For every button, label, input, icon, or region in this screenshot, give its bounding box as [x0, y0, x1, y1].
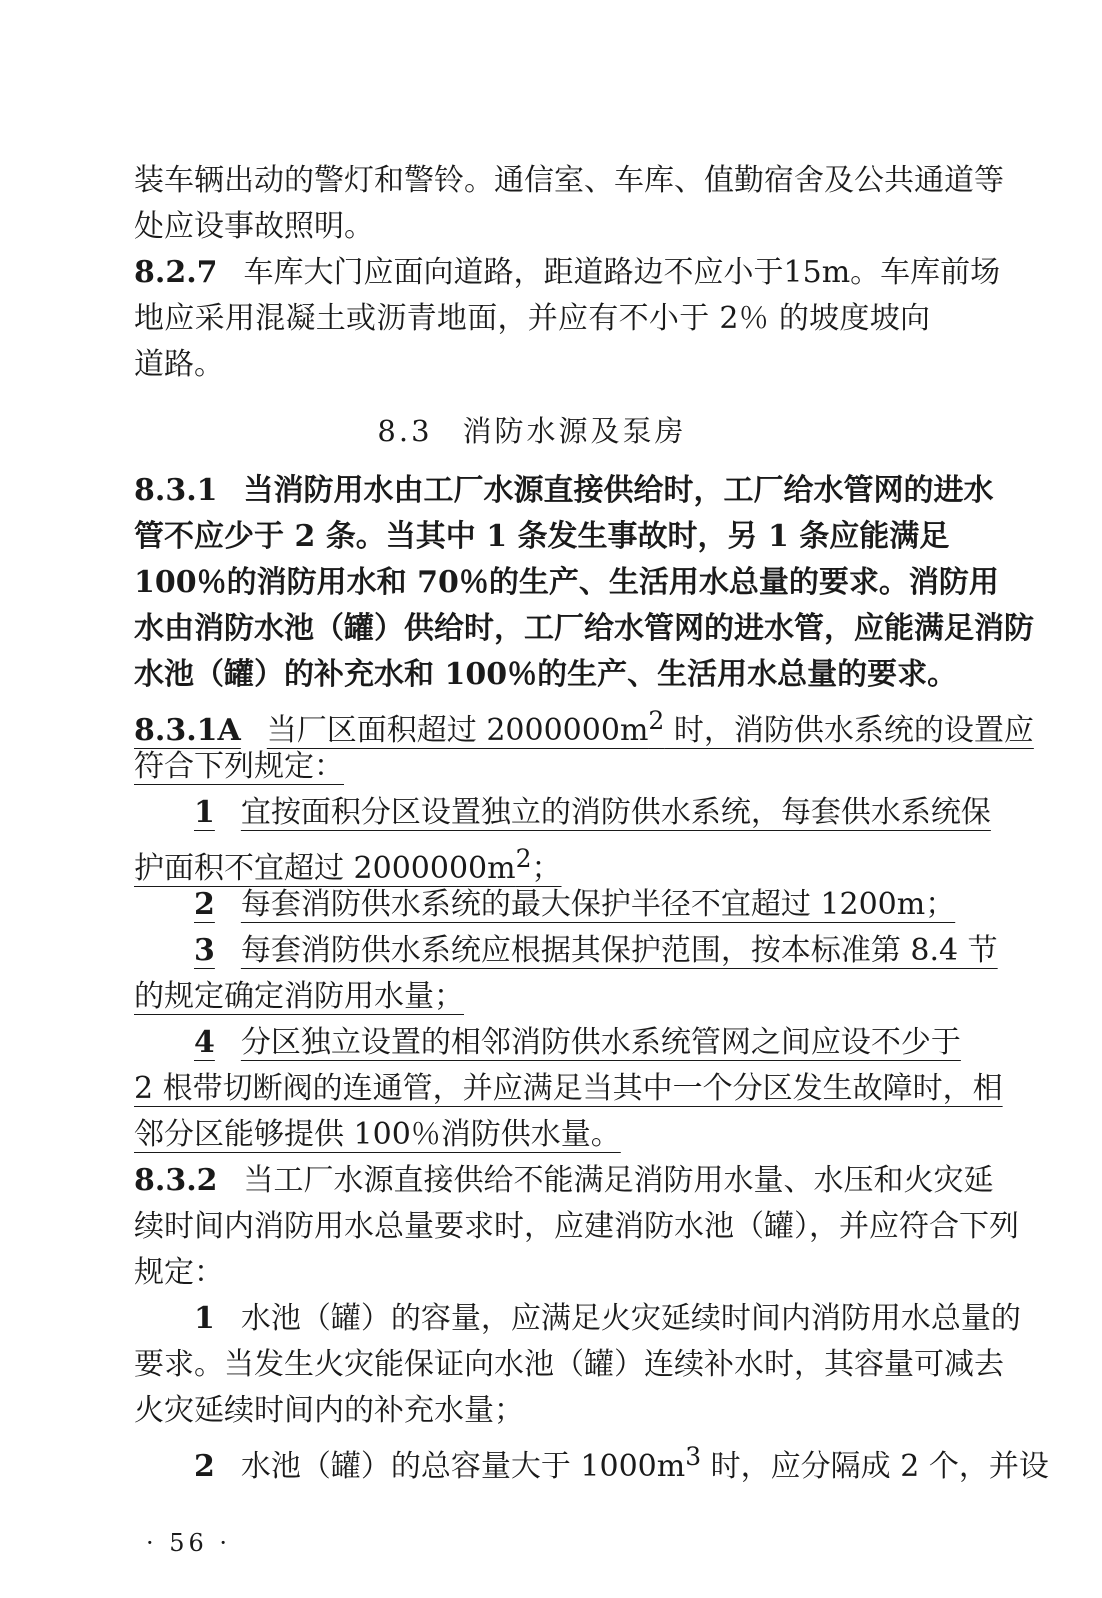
text-line: 100％的消防用水和 70％的生产、生活用水总量的要求。消防用	[134, 565, 999, 600]
page-number: · 56 ·	[146, 1529, 232, 1557]
item-number: 4	[194, 1025, 215, 1060]
superscript: 2	[515, 844, 532, 873]
text-fragment: 时，消防供水系统的设置应	[664, 713, 1034, 748]
superscript: 3	[685, 1442, 702, 1471]
list-item	[134, 1020, 961, 1066]
text-line: 处应设事故照明。	[134, 209, 374, 244]
list-item	[134, 790, 991, 836]
text-line: 规定：	[134, 1255, 224, 1290]
text-line: 宜按面积分区设置独立的消防供水系统，每套供水系统保	[240, 795, 991, 830]
item-number: 3	[194, 933, 215, 968]
text-line: 车库大门应面向道路，距道路边不应小于15m。车库前场	[243, 255, 1001, 290]
document-page	[134, 158, 1049, 1484]
list-item	[134, 882, 956, 928]
text-line: 装车辆出动的警灯和警铃。通信室、车库、值勤宿舍及公共通道等	[134, 163, 1004, 198]
text-line: 2 根带切断阀的连通管，并应满足当其中一个分区发生故障时，相	[134, 1071, 1003, 1106]
text-fragment: ；	[531, 851, 562, 886]
clause-number: 8.3.2	[134, 1163, 218, 1198]
text-line: 地应采用混凝土或沥青地面，并应有不小于 2％ 的坡度坡向	[134, 301, 930, 336]
item-number: 1	[194, 795, 215, 830]
text-line: 续时间内消防用水总量要求时，应建消防水池（罐），并应符合下列	[134, 1209, 1019, 1244]
clause-8-3-1a	[134, 698, 1034, 748]
text-fragment: 水池（罐）的总容量大于 1000m	[240, 1449, 686, 1484]
text-line: 邻分区能够提供 100％消防供水量。	[134, 1117, 621, 1152]
text-line: 的规定确定消防用水量；	[134, 979, 464, 1014]
list-item	[134, 928, 998, 974]
text-line: 水池（罐）的容量，应满足火灾延续时间内消防用水总量的	[240, 1301, 1021, 1336]
item-number: 2	[194, 887, 215, 922]
text-line: 符合下列规定：	[134, 749, 344, 784]
clause-8-3-2	[134, 1158, 994, 1204]
section-title: 消防水源及泵房	[462, 414, 687, 448]
text-fragment: 时，应分隔成 2 个，并设	[701, 1449, 1049, 1484]
text-line: 分区独立设置的相邻消防供水系统管网之间应设不少于	[240, 1025, 961, 1060]
clause-8-2-7	[134, 250, 1001, 296]
item-number: 2	[194, 1449, 215, 1484]
clause-number: 8.3.1	[134, 473, 218, 508]
text-line: 管不应少于 2 条。当其中 1 条发生事故时，另 1 条应能满足	[134, 519, 950, 554]
text-line	[134, 836, 930, 886]
text-fragment: 护面积不宜超过 2000000m	[134, 851, 516, 886]
superscript: 2	[648, 706, 665, 735]
list-item	[134, 1434, 1049, 1484]
list-item	[134, 1296, 1021, 1342]
text-fragment: 当厂区面积超过 2000000m	[266, 713, 649, 748]
text-line: 水池（罐）的补充水和 100％的生产、生活用水总量的要求。	[134, 657, 958, 692]
clause-number: 8.3.1A	[134, 713, 241, 748]
text-line: 要求。当发生火灾能保证向水池（罐）连续补水时，其容量可减去	[134, 1347, 1004, 1382]
text-line: 当消防用水由工厂水源直接供给时，工厂给水管网的进水	[243, 473, 994, 508]
clause-number: 8.2.7	[134, 255, 218, 290]
section-heading	[134, 408, 930, 454]
item-number: 1	[194, 1301, 215, 1336]
text-line: 每套消防供水系统的最大保护半径不宜超过 1200m；	[240, 887, 956, 922]
text-line: 每套消防供水系统应根据其保护范围，按本标准第 8.4 节	[240, 933, 998, 968]
section-number: 8.3	[377, 414, 433, 448]
text-line: 当工厂水源直接供给不能满足消防用水量、水压和火灾延	[243, 1163, 994, 1198]
text-line: 道路。	[134, 347, 224, 382]
text-line: 火灾延续时间内的补充水量；	[134, 1393, 524, 1428]
clause-8-3-1	[134, 468, 994, 514]
text-line: 水由消防水池（罐）供给时，工厂给水管网的进水管，应能满足消防	[134, 611, 1034, 646]
